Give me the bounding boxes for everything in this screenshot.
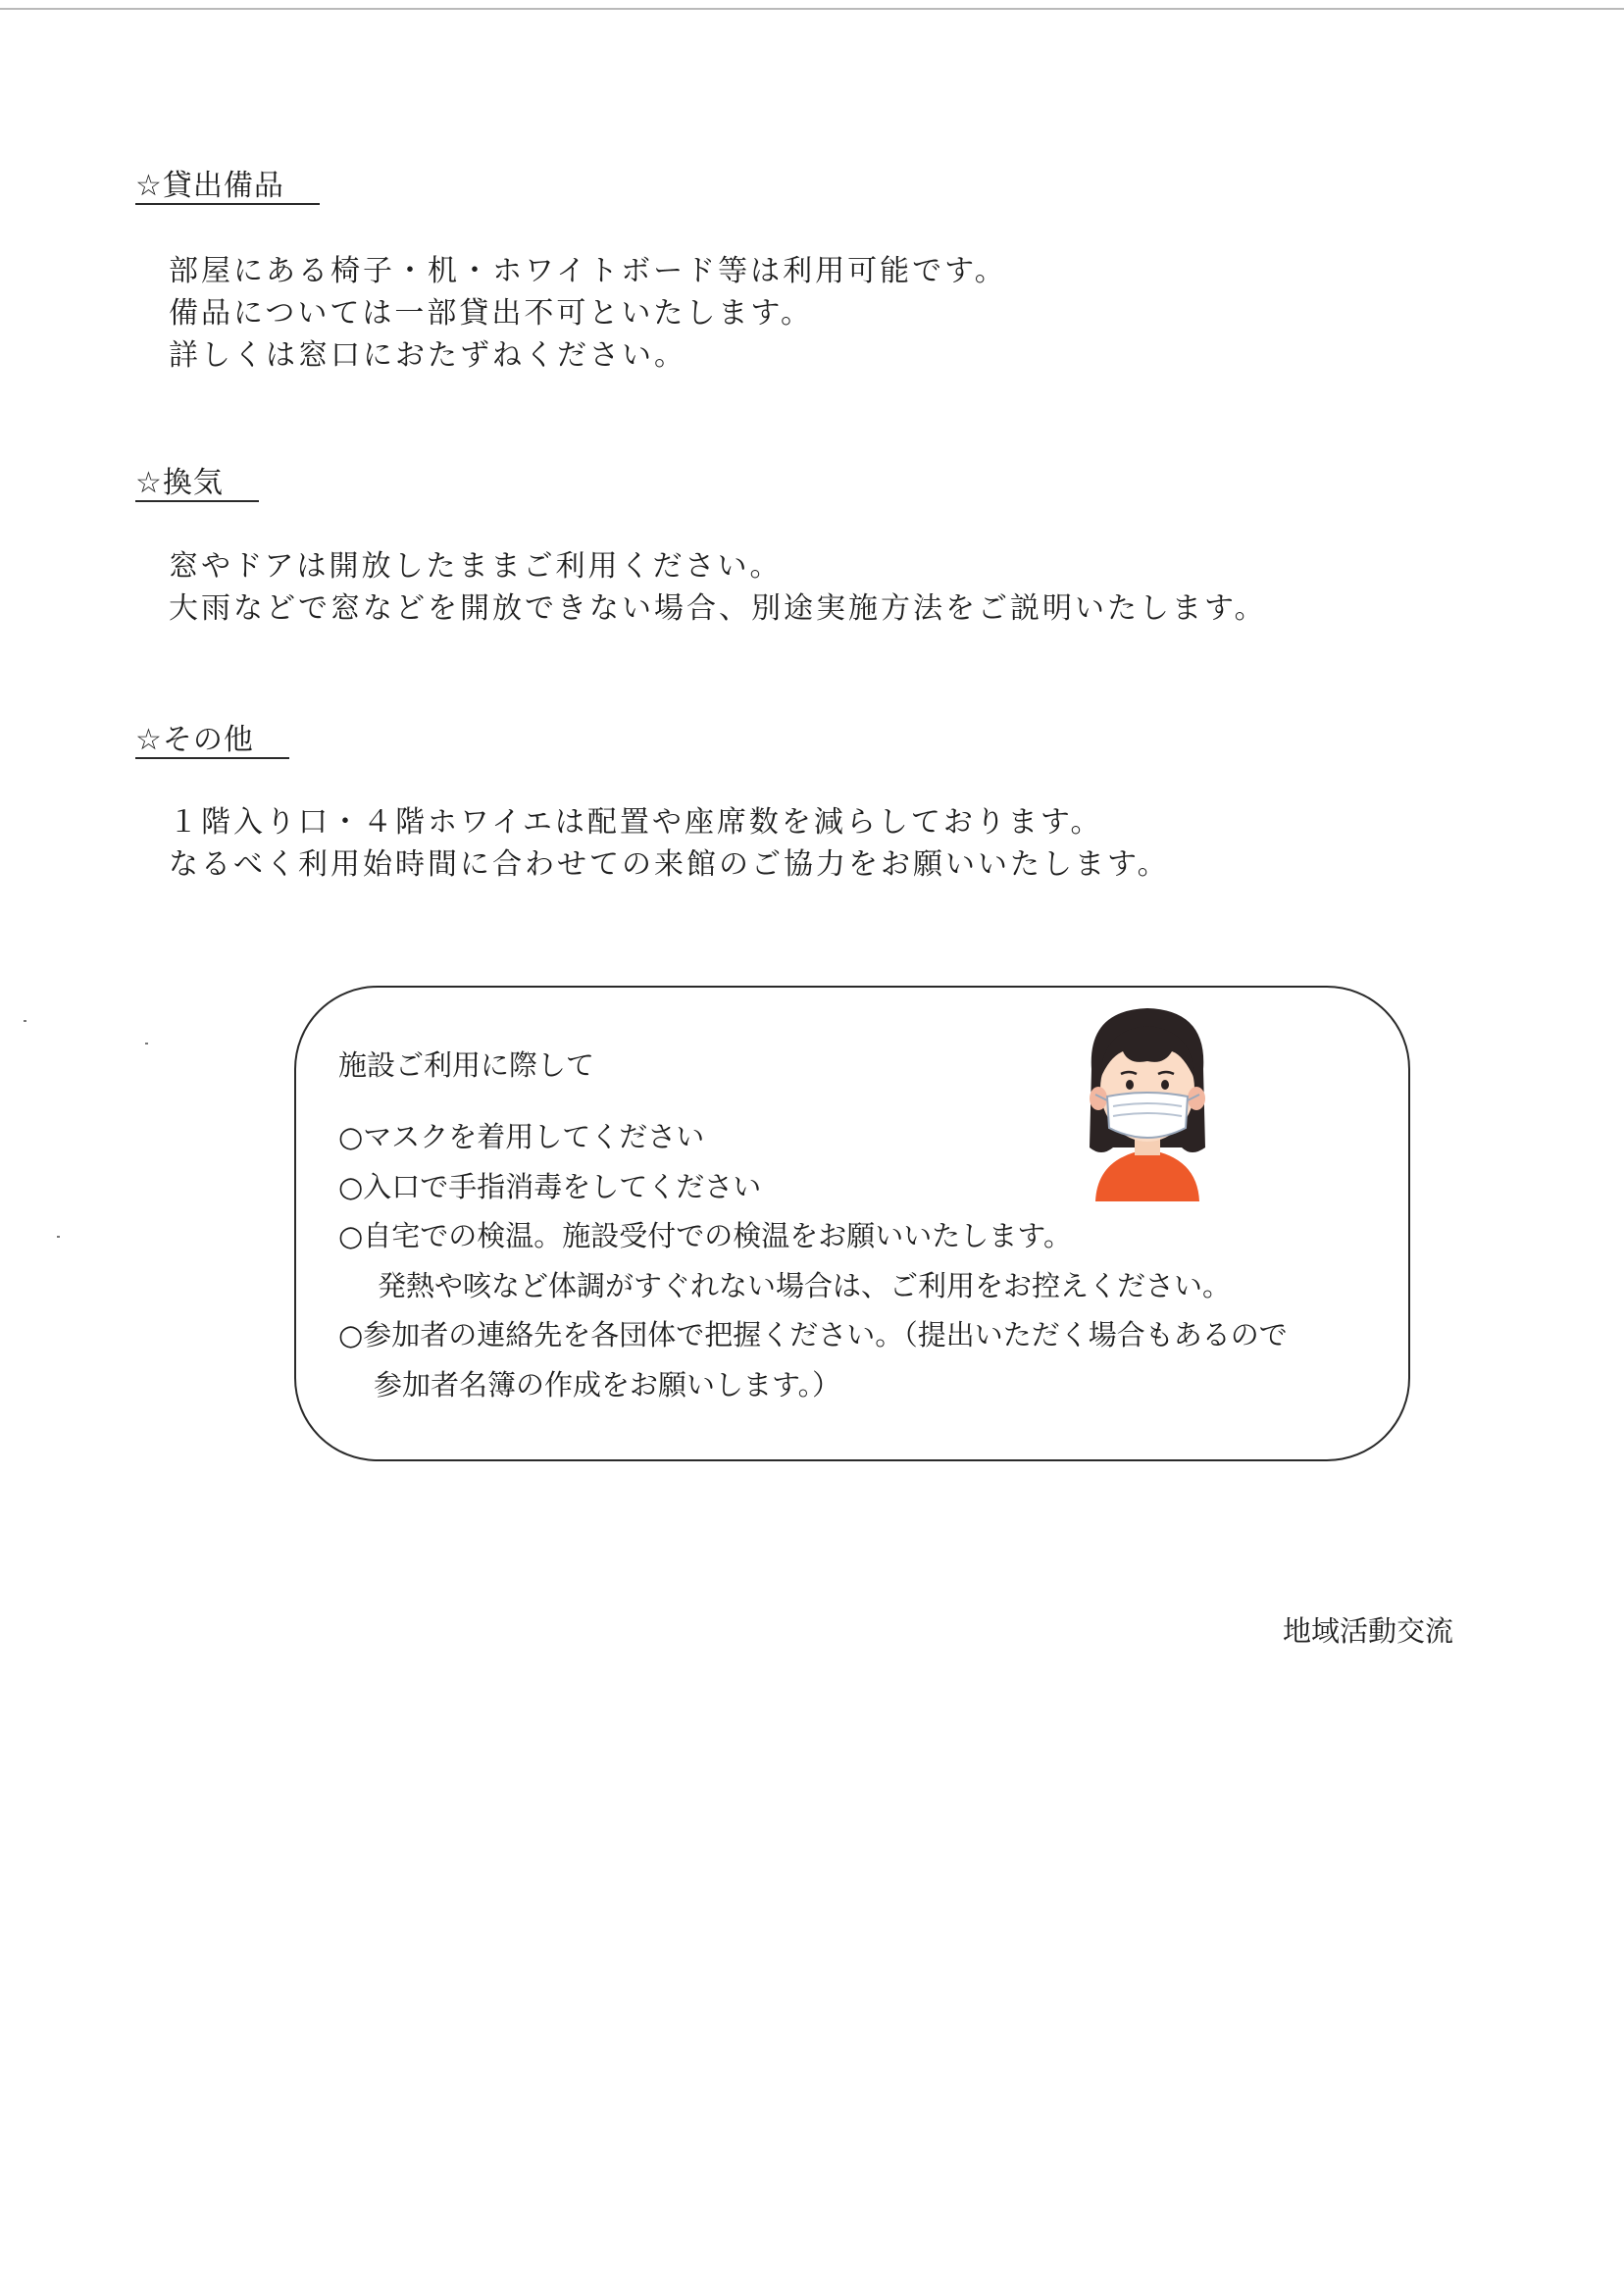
section-heading-other	[135, 721, 289, 760]
notice-item-temperature-note: 発熱や咳など体調がすぐれない場合は、ご利用をお控えください。	[378, 1268, 1232, 1302]
paragraph-line: 部屋にある椅子・机・ホワイトボード等は利用可能です。	[169, 254, 1007, 288]
scan-speck	[24, 1020, 26, 1022]
section-heading-equipment	[135, 167, 320, 206]
notice-item-mask: ○マスクを着用してください	[338, 1120, 705, 1153]
notice-item-contacts-note: 参加者名簿の作成をお願いします。）	[374, 1367, 841, 1402]
scan-speck	[57, 1236, 60, 1238]
paragraph-line: １階入り口・４階ホワイエは配置や座席数を減らしております。	[169, 805, 1103, 840]
notice-item-temperature: ○自宅での検温。施設受付での検温をお願いいたします。	[338, 1219, 1072, 1252]
section-body-other	[169, 801, 1170, 886]
notice-item-sanitize: ○入口で手指消毒をしてください	[338, 1169, 762, 1203]
notice-title: 施設ご利用に際して	[338, 1048, 595, 1082]
paragraph-line: 大雨などで窓などを開放できない場合、別途実施方法をご説明いたします。	[169, 591, 1267, 626]
section-body-ventilation	[169, 545, 1267, 630]
masked-person-icon	[1074, 1000, 1221, 1201]
paragraph-line: 備品については一部貸出不可といたします。	[169, 296, 813, 331]
scan-edge-line	[0, 8, 1624, 10]
section-heading-ventilation	[135, 464, 259, 503]
footer-organization: 地域活動交流	[1283, 1614, 1454, 1648]
section-heading-text: ☆その他	[135, 724, 289, 759]
notice-item-contacts: ○参加者の連絡先を各団体で把握ください。（提出いただく場合もあるので	[338, 1318, 1288, 1351]
section-body-equipment	[169, 250, 1007, 377]
paragraph-line: 窓やドアは開放したままご利用ください。	[169, 549, 783, 584]
section-heading-text: ☆換気	[135, 467, 259, 502]
paragraph-line: なるべく利用始時間に合わせての来館のご協力をお願いいたします。	[169, 847, 1170, 882]
scan-speck	[145, 1043, 148, 1045]
section-heading-text: ☆貸出備品	[135, 170, 320, 205]
paragraph-line: 詳しくは窓口におたずねください。	[169, 338, 686, 373]
